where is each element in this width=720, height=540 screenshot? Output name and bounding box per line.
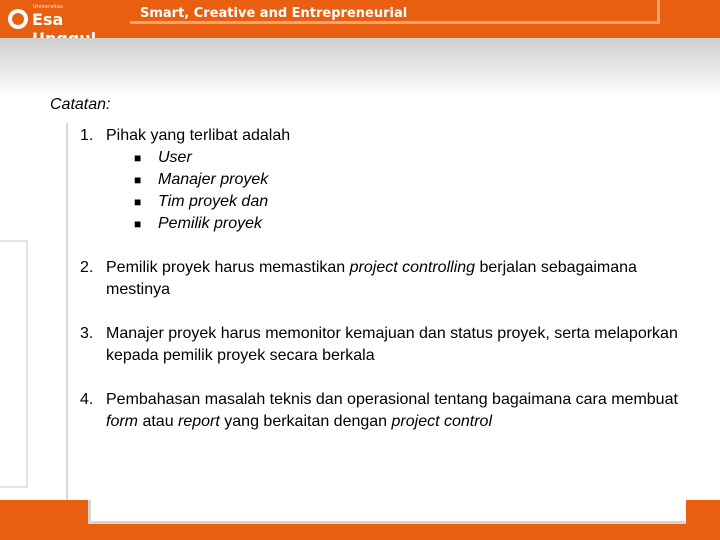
item-text-italic: project controlling (349, 259, 476, 276)
list-item (50, 125, 690, 235)
item-text-italic: report (178, 413, 220, 430)
footer-corner (690, 510, 720, 540)
slide-content (50, 94, 690, 455)
header-shadow (0, 38, 720, 98)
square-bullet-icon: ■ (134, 217, 142, 231)
item-text: yang berkaitan dengan (219, 413, 392, 430)
notes-list (50, 125, 690, 433)
sub-item: ■ Pemilik proyek (106, 213, 690, 235)
item-text: berjalan sebagaimana mestinya (106, 259, 637, 298)
sub-item: ■ User (106, 147, 690, 169)
item-text: Pembahasan masalah teknis dan operasional tentang bagaimana cara membuat (106, 391, 678, 408)
university-logo (0, 0, 128, 38)
list-item (50, 323, 690, 367)
item-text-italic: project control (391, 413, 493, 430)
notes-heading: Catatan: (50, 96, 111, 113)
tagline: Smart, Creative and Entrepreneurial (140, 6, 408, 21)
item-number: 3. (80, 325, 94, 342)
item-number: 1. (80, 127, 94, 144)
item-text: Pemilik proyek harus memastikan (106, 259, 350, 276)
footer-frame (88, 500, 686, 524)
left-frame (0, 240, 28, 488)
square-bullet-icon: ■ (134, 151, 142, 165)
sub-list (106, 147, 690, 235)
square-bullet-icon: ■ (134, 173, 142, 187)
item-number: 4. (80, 391, 94, 408)
logo-emblem-icon (8, 9, 28, 29)
item-text: Pihak yang terlibat adalah (106, 127, 291, 144)
logo-subtitle: Universitas (33, 4, 64, 10)
sub-item: ■ Manajer proyek (106, 169, 690, 191)
sub-item: ■ Tim proyek dan (106, 191, 690, 213)
logo-text: Esa (32, 10, 64, 29)
list-item (50, 389, 690, 433)
item-text: atau (138, 413, 179, 430)
item-text: Manajer proyek harus memonitor kemajuan dan status proyek, serta melaporkan kepada pemilik proyek secara berkala (106, 325, 678, 364)
list-item (50, 257, 690, 301)
item-text-italic: form (106, 413, 138, 430)
item-number: 2. (80, 259, 94, 276)
square-bullet-icon: ■ (134, 195, 142, 209)
